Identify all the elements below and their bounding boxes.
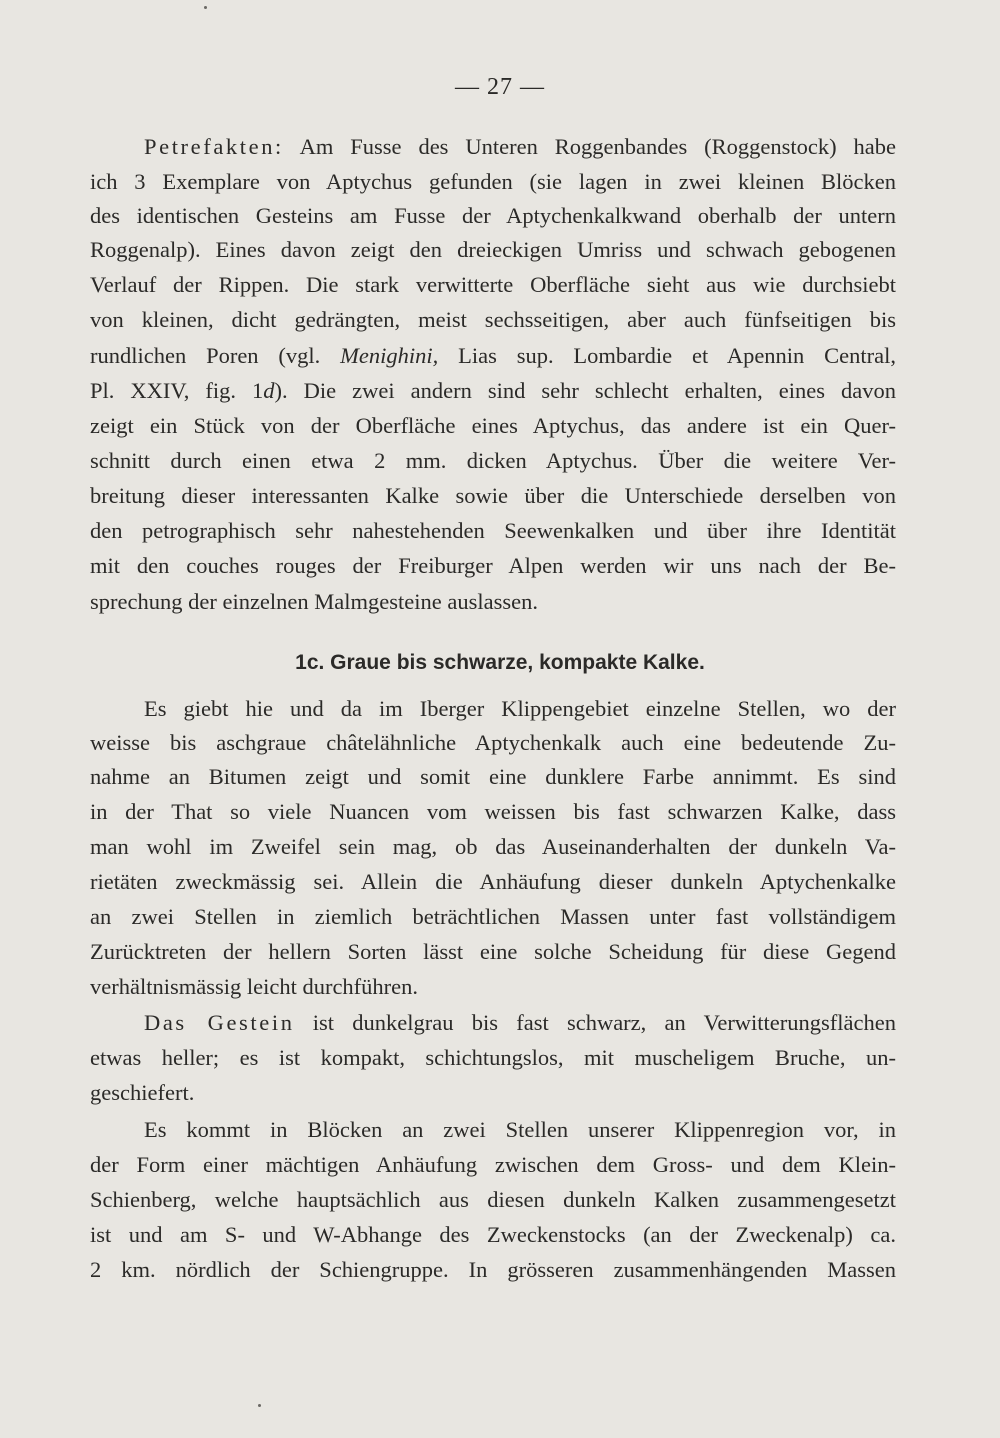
text-line: Es giebt hie und da im Iberger Klippengebiet einzelne Stellen, wo der	[144, 696, 896, 721]
text-line: rietäten zweckmässig sei. Allein die Anhäufung dieser dunkeln Aptychenkalke	[90, 869, 896, 894]
text-line: Es kommt in Blöcken an zwei Stellen unserer Klippenregion vor, in	[144, 1117, 896, 1142]
text-line	[90, 341, 896, 371]
text-line: der Form einer mächtigen Anhäufung zwischen dem Gross- und dem Klein-	[90, 1152, 896, 1177]
text-line: breitung dieser interessanten Kalke sowie über die Unterschiede derselben von	[90, 483, 896, 508]
text-line: geschiefert.	[90, 1080, 195, 1105]
line-text: rundlichen Poren (vgl.	[90, 343, 321, 368]
text-line: schnitt durch einen etwa 2 mm. dicken Aptychus. Über die weitere Ver-	[90, 448, 896, 473]
scan-speck	[258, 1404, 261, 1407]
text-line: Verlauf der Rippen. Die stark verwitterte Oberfläche sieht aus wie durchsiebt	[90, 272, 896, 297]
scan-speck	[204, 6, 207, 9]
text-line: Schienberg, welche hauptsächlich aus diesen dunkeln Kalken zusammengesetzt	[90, 1187, 896, 1212]
text-line: den petrographisch sehr nahestehenden Seewenkalken und über ihre Identität	[90, 518, 896, 543]
line-text: ist dunkelgrau bis fast schwarz, an Verwitterungsflächen	[312, 1010, 896, 1035]
line-text: Lias sup. Lombardie et Apennin Central,	[458, 343, 897, 368]
spaced-lead-word: Petrefakten:	[144, 134, 284, 159]
page-number: — 27 —	[455, 74, 545, 100]
text-line: etwas heller; es ist kompakt, schichtungslos, mit muscheligem Bruche, un-	[90, 1045, 896, 1070]
text-line: weisse bis aschgraue châtelähnliche Aptychenkalk auch eine bedeutende Zu-	[90, 730, 896, 755]
line-text: Pl. XXIV, fig. 1	[90, 378, 264, 403]
text-line: von kleinen, dicht gedrängten, meist sechsseitigen, aber auch fünfseitigen bis	[90, 307, 896, 332]
section-heading: 1c. Graue bis schwarze, kompakte Kalke.	[295, 651, 705, 674]
text-line: in der That so viele Nuancen vom weissen bis fast schwarzen Kalke, dass	[90, 799, 896, 824]
text-line: zeigt ein Stück von der Oberfläche eines Aptychus, das andere ist ein Quer-	[90, 413, 896, 438]
text-line: an zwei Stellen in ziemlich beträchtlichen Massen unter fast vollständigem	[90, 904, 896, 929]
text-line: Roggenalp). Eines davon zeigt den dreieckigen Umriss und schwach gebogenen	[90, 237, 896, 262]
text-line: 2 km. nördlich der Schiengruppe. In grösseren zusammenhängenden Massen	[90, 1257, 896, 1282]
figure-letter: d	[263, 378, 275, 403]
author-name: Menighini,	[340, 343, 439, 368]
text-line: Zurücktreten der hellern Sorten lässt eine solche Scheidung für diese Gegend	[90, 939, 896, 964]
text-line: nahme an Bitumen zeigt und somit eine dunklere Farbe annimmt. Es sind	[90, 764, 896, 789]
text-line: verhältnismässig leicht durchführen.	[90, 974, 419, 999]
text-line: man wohl im Zweifel sein mag, ob das Auseinanderhalten der dunkeln Va-	[90, 834, 896, 859]
text-line	[144, 132, 896, 162]
text-line: mit den couches rouges der Freiburger Alpen werden wir uns nach der Be-	[90, 553, 896, 578]
text-line	[144, 1008, 896, 1038]
line-text: Am Fusse des Unteren Roggenbandes (Roggenstock) habe	[299, 134, 897, 159]
text-line: ich 3 Exemplare von Aptychus gefunden (sie lagen in zwei kleinen Blöcken	[90, 169, 896, 194]
line-text: ). Die zwei andern sind sehr schlecht erhalten, eines davon	[274, 378, 896, 403]
text-line: ist und am S- und W-Abhange des Zweckenstocks (an der Zweckenalp) ca.	[90, 1222, 896, 1247]
spaced-lead-word: Das Gestein	[144, 1010, 295, 1035]
text-line: des identischen Gesteins am Fusse der Aptychenkalkwand oberhalb der untern	[90, 203, 896, 228]
text-line: sprechung der einzelnen Malmgesteine auslassen.	[90, 589, 538, 614]
text-line	[90, 376, 896, 406]
